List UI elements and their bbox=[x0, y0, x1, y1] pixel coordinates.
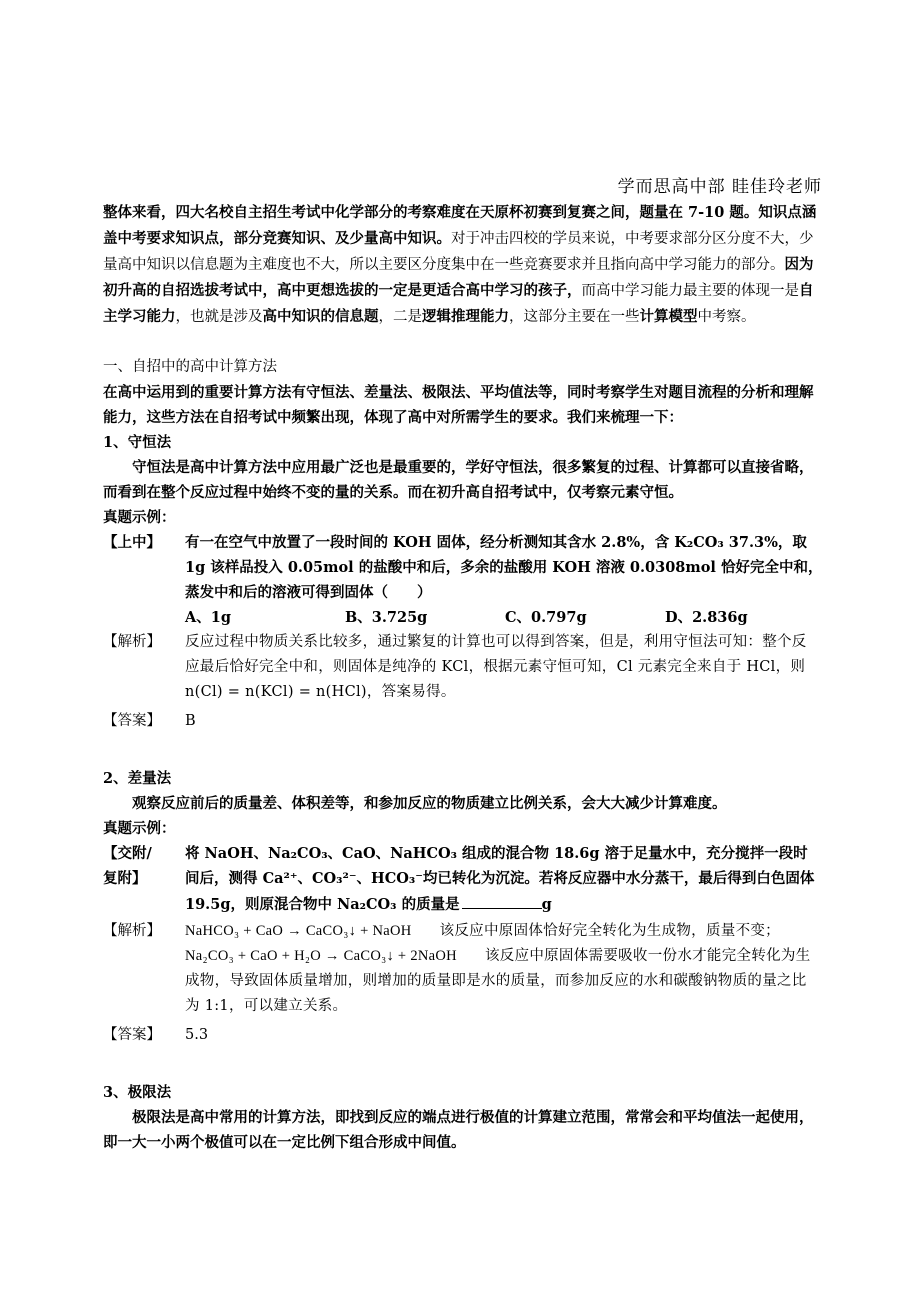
question-tag bbox=[103, 841, 185, 891]
question-text: 均已转化为沉淀。若将反应器中水分蒸干，最后得到白色固体 19.5g，则原混合物中 Na₂CO₃ 的质量是 bbox=[185, 870, 815, 913]
intro-seg: 计算模型 bbox=[639, 308, 698, 325]
analysis-tag: 【解析】 bbox=[103, 634, 161, 650]
equation-line bbox=[185, 919, 821, 944]
answer-value: 5.3 bbox=[185, 1027, 209, 1043]
option-c: C、0.797g bbox=[505, 609, 587, 626]
method-1-title: 1、守恒法 bbox=[103, 434, 172, 451]
method-1-desc: 守恒法是高中计算方法中应用最广泛也是最重要的，学好守恒法，很多繁复的过程、计算都可以直接省略，而看到在整个反应过程中始终不变的量的关系。而在初升高自招考试中，仅考察元素守恒。 bbox=[103, 459, 814, 501]
intro-seg: ，这部分主要在一些 bbox=[509, 309, 640, 325]
question-text: 将 NaOH、Na₂CO₃、CaO、NaHCO₃ 组成的混合物 18.6g 溶于足量水中，充分搅拌一段时间后，测得 bbox=[185, 845, 808, 887]
option-b: B、3.725g bbox=[345, 609, 428, 626]
intro-seg: 自主学习能力 bbox=[103, 282, 814, 325]
intro-seg: 整体来看，四大名校自主招生考试中化学部分的考察难度在天原杯初赛到复赛之间，题量在 7-10 题。知识点涵盖中考要求知识点，部分竞赛知识、及少量高中知识。 bbox=[103, 204, 817, 247]
method-3-desc: 极限法是高中常用的计算方法，即找到反应的端点进行极值的计算建立范围，常常会和平均值法一起使用，即一大一小两个极值可以在一定比例下组合形成中间值。 bbox=[103, 1109, 814, 1151]
section-1-desc: 在高中运用到的重要计算方法有守恒法、差量法、极限法、平均值法等，同时考察学生对题目流程的分析和理解能力，这些方法在自招考试中频繁出现，体现了高中对所需学生的要求。我们来梳理一下： bbox=[103, 384, 814, 426]
equation-1-note: 该反应中原固体恰好完全转化为生成物，质量不变； bbox=[439, 923, 780, 939]
method-2-example-label: 真题示例： bbox=[103, 820, 176, 837]
question-tag-line: 复附】 bbox=[103, 870, 147, 887]
method-1-answer bbox=[103, 709, 821, 734]
intro-paragraph bbox=[103, 200, 821, 330]
intro-seg: 中考察。 bbox=[697, 309, 756, 325]
section-1-title: 一、自招中的高中计算方法 bbox=[103, 359, 277, 375]
method-3-title: 3、极限法 bbox=[103, 1084, 172, 1101]
intro-seg: 而高中学习能力最主要的体现一是 bbox=[581, 283, 799, 299]
intro-seg: ，也就是涉及 bbox=[175, 309, 263, 325]
answer-value: B bbox=[185, 713, 196, 729]
question-tag: 【上中】 bbox=[103, 534, 161, 551]
answer-options bbox=[185, 605, 825, 630]
answer-tag: 【答案】 bbox=[103, 713, 161, 729]
analysis-tag: 【解析】 bbox=[103, 923, 161, 939]
method-1-question bbox=[103, 530, 821, 630]
equation-2-note: 该反应中原固体需要吸收一份水才能完全转化为生成物，导致固体质量增加，则增加的质量即是水的质量，而参加反应的水和碳酸钠物质的量之比为 1:1，可以建立关系。 bbox=[185, 948, 811, 1014]
method-2-title: 2、差量法 bbox=[103, 770, 172, 787]
question-formula: K₂CO₃ bbox=[674, 534, 724, 551]
equation-2: Na₂CO₃ + CaO + H₂O → CaCO₃↓ + 2NaOH bbox=[185, 948, 457, 964]
option-d: D、2.836g bbox=[665, 609, 748, 626]
question-ions: Ca²⁺、CO₃²⁻、HCO₃⁻ bbox=[262, 870, 423, 887]
intro-seg: 逻辑推理能力 bbox=[422, 308, 509, 325]
question-text: 有一在空气中放置了一段时间的 KOH 固体，经分析测知其含水 2.8%，含 bbox=[185, 534, 675, 551]
question-tag-line: 【交附/ bbox=[103, 845, 152, 862]
intro-seg: 因为初升高的自招选拔考试中，高中更想选拔的一定是更适合高中学习的孩子， bbox=[103, 256, 814, 299]
method-2-analysis bbox=[103, 919, 821, 1019]
answer-blank bbox=[462, 891, 542, 909]
method-2-answer bbox=[103, 1023, 821, 1048]
equation-1: NaHCO₃ + CaO → CaCO₃↓ + NaOH bbox=[185, 923, 412, 939]
answer-tag: 【答案】 bbox=[103, 1027, 161, 1043]
analysis-text: 反应过程中物质关系比较多，通过繁复的计算也可以得到答案，但是，利用守恒法可知：整个反应最后恰好完全中和，则固体是纯净的 KCl，根据元素守恒可知，Cl 元素完全来自于 HCl，则 n(Cl) = n(KCl) = n(HCl)，答案易得。 bbox=[185, 634, 807, 700]
intro-seg: 对于冲击四校的学员来说，中考要求部分区分度不大，少量高中知识以信息题为主难度也不大，所以主要区分度集中在一些竞赛要求并且指向高中学习能力的部分。 bbox=[103, 231, 814, 273]
question-text: 37.3%，取 1g 该样品投入 0.05mol 的盐酸中和后，多余的盐酸用 KOH 溶液 0.0308mol 恰好完全中和，蒸发中和后的溶液可得到固体（ ） bbox=[185, 534, 823, 601]
intro-seg: ，二是 bbox=[378, 309, 422, 325]
method-2-question bbox=[103, 841, 821, 917]
document-body bbox=[103, 200, 821, 1155]
page-header: 学而思高中部 眭佳玲老师 bbox=[617, 177, 822, 197]
option-a: A、1g bbox=[185, 609, 231, 626]
equation-line bbox=[185, 944, 821, 1019]
question-unit: g bbox=[541, 896, 552, 913]
intro-seg: 高中知识的信息题 bbox=[262, 308, 379, 325]
method-1-example-label: 真题示例： bbox=[103, 509, 176, 526]
method-2-desc: 观察反应前后的质量差、体积差等，和参加反应的物质建立比例关系，会大大减少计算难度。 bbox=[132, 795, 727, 812]
method-1-analysis bbox=[103, 630, 821, 705]
